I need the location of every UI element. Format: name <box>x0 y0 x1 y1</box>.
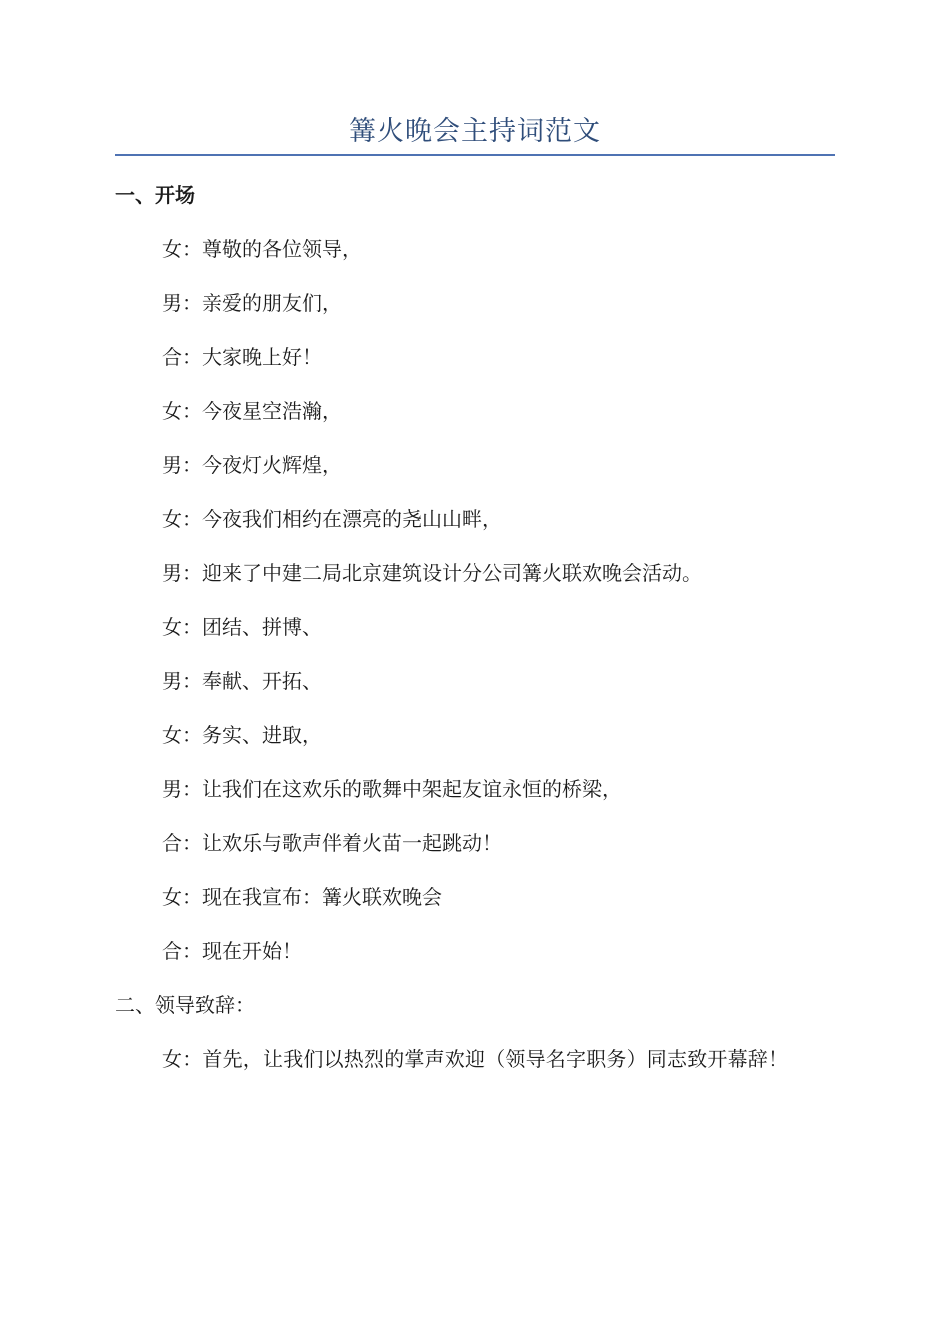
script-line: 女：尊敬的各位领导， <box>162 237 362 261</box>
script-line: 女：团结、拼博、 <box>162 615 322 639</box>
script-line: 男：亲爱的朋友们， <box>162 291 342 315</box>
script-line: 女：务实、进取， <box>162 723 322 747</box>
script-line: 女：今夜星空浩瀚， <box>162 399 342 423</box>
script-line: 合：让欢乐与歌声伴着火苗一起跳动！ <box>162 831 502 855</box>
script-line: 女：现在我宣布：篝火联欢晚会 <box>162 885 442 909</box>
script-line: 女：今夜我们相约在漂亮的尧山山畔， <box>162 507 502 531</box>
script-line: 男：迎来了中建二局北京建筑设计分公司篝火联欢晚会活动。 <box>162 561 702 585</box>
section-heading-leader-speech: 二、领导致辞： <box>115 993 255 1017</box>
title-underline <box>115 154 835 156</box>
script-line: 合：大家晚上好！ <box>162 345 322 369</box>
script-paragraph: 女：首先，让我们以热烈的掌声欢迎（领导名字职务）同志致开幕辞！ <box>162 1047 789 1071</box>
script-line: 合：现在开始！ <box>162 939 302 963</box>
section-heading-opening: 一、开场 <box>115 183 195 207</box>
script-line: 男：让我们在这欢乐的歌舞中架起友谊永恒的桥梁， <box>162 777 622 801</box>
script-line: 男：奉献、开拓、 <box>162 669 322 693</box>
script-line: 男：今夜灯火辉煌， <box>162 453 342 477</box>
document-title: 篝火晚会主持词范文 <box>349 116 601 147</box>
